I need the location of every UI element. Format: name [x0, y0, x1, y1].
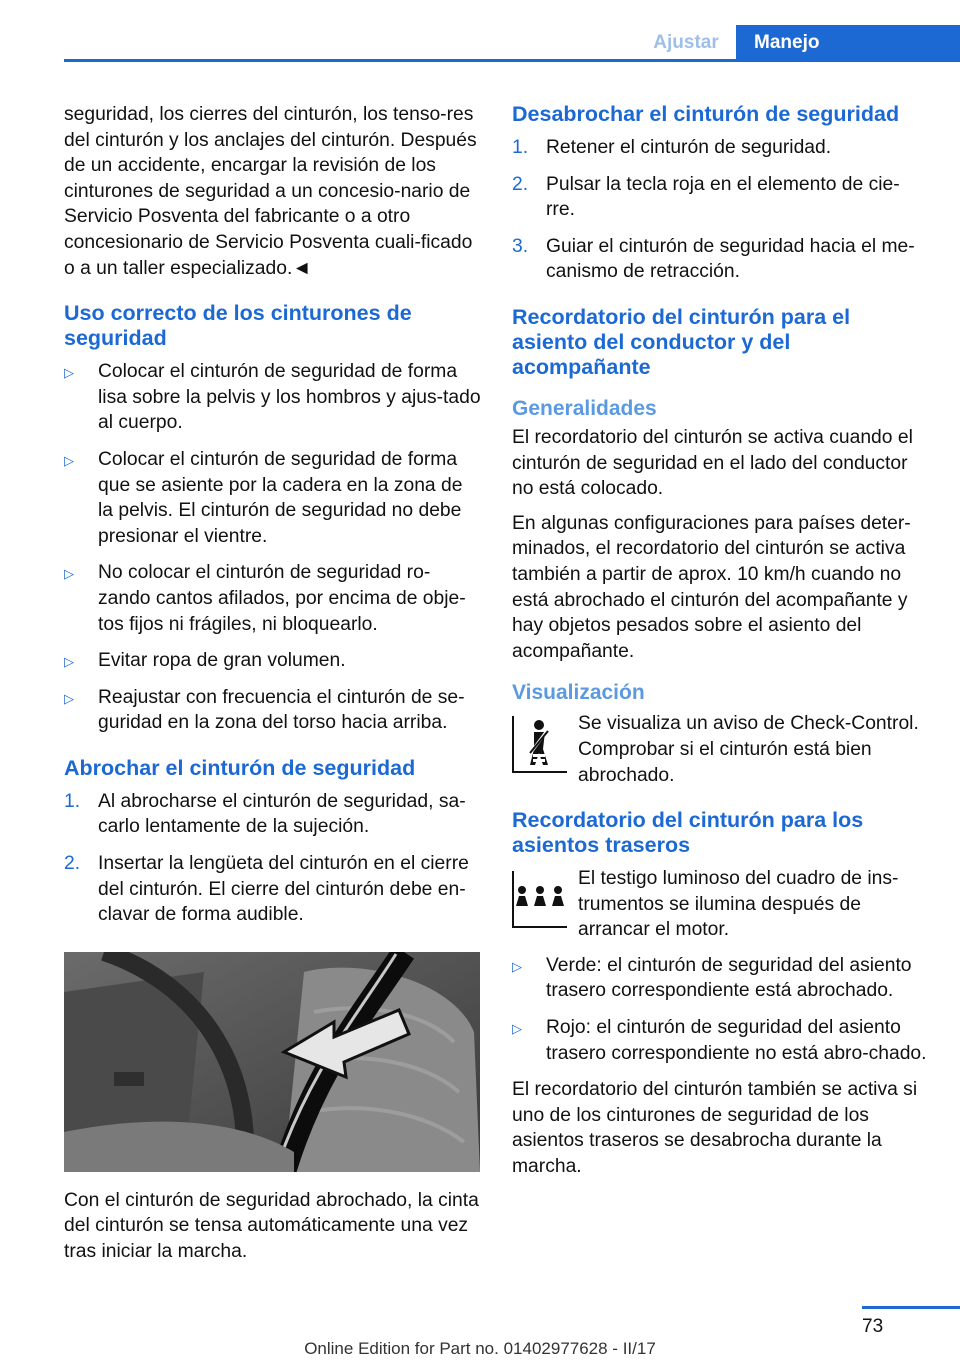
seatbelt-photo [64, 952, 480, 1172]
step-item [64, 789, 482, 840]
step-text: Retener el cinturón de seguridad. [546, 137, 832, 158]
unfasten-steps [512, 135, 928, 285]
list-item-text: Rojo: el cinturón de seguridad del asiento trasero correspondiente no está abro-chado. [546, 1017, 927, 1064]
step-text: Pulsar la tecla roja en el elemento de cie-rre. [546, 173, 900, 221]
heading-general: Generalidades [512, 396, 657, 420]
step-text: Guiar el cinturón de seguridad hacia el me-canismo de retracción. [546, 235, 915, 283]
heading-correct-use: Uso correcto de los cinturones de seguridad [64, 301, 412, 351]
left-column [64, 102, 482, 1274]
page-number: 73 [862, 1316, 884, 1337]
rear-seatbelt-indicator-icon [512, 870, 568, 928]
intro-paragraph: seguridad, los cierres del cinturón, los tenso-res del cinturón y los anclajes del cinturón. Después de un accidente, encargar la revisión de los cinturones de seguridad a un concesio-nario de Servicio Posventa del fabricante o a otro concesionario de Servicio Posventa cuali-ficado o a un taller especializado.◄ [64, 104, 477, 279]
footer-rule [862, 1306, 960, 1309]
triangle-bullet-icon: ▷ [64, 690, 74, 706]
edition-footer: Online Edition for Part no. 01402977628 - II/17 [304, 1339, 656, 1358]
step-item [512, 135, 928, 161]
list-item-text: Colocar el cinturón de seguridad de forma lisa sobre la pelvis y los hombros y ajus-tado al cuerpo. [98, 361, 481, 434]
list-item [512, 953, 928, 1004]
heading-fasten: Abrochar el cinturón de seguridad [64, 755, 416, 780]
fasten-steps [64, 789, 482, 928]
triangle-bullet-icon: ▷ [512, 958, 522, 974]
triangle-bullet-icon: ▷ [64, 452, 74, 468]
list-item [512, 1015, 928, 1066]
tab-manejo-label: Manejo [754, 32, 820, 53]
heading-unfasten: Desabrochar el cinturón de seguridad [512, 102, 900, 126]
step-number: 1. [64, 790, 81, 812]
step-number: 3. [512, 235, 529, 257]
list-item-text: No colocar el cinturón de seguridad ro-zando cantos afilados, por encima de obje-tos fijos ni frágiles, ni bloquearlo. [98, 562, 466, 635]
list-item [64, 560, 482, 637]
step-number: 1. [512, 137, 529, 158]
list-item-text: Evitar ropa de gran volumen. [98, 650, 346, 672]
list-item-text: Verde: el cinturón de seguridad del asiento trasero correspondiente está abrochado. [546, 954, 912, 1002]
rear-status-list [512, 953, 928, 1066]
heading-reminder-front: Recordatorio del cinturón para el asiento del conductor y del acompañante [512, 304, 851, 379]
step-item [512, 172, 928, 223]
rear-final-paragraph: El recordatorio del cinturón también se activa si uno de los cinturones de seguridad de los asientos traseros se desabrocha durante la marcha. [512, 1079, 918, 1178]
seatbelt-warning-icon [512, 715, 568, 773]
correct-use-list [64, 359, 482, 736]
page-header [0, 0, 960, 60]
seat-belt-illustration [64, 952, 480, 1172]
heading-display: Visualización [512, 681, 645, 705]
heading-reminder-rear: Recordatorio del cinturón para los asientos traseros [512, 808, 864, 858]
list-item [64, 648, 482, 674]
general-paragraph-1: El recordatorio del cinturón se activa cuando el cinturón de seguridad en el lado del conductor no está colocado. [512, 426, 913, 500]
triangle-bullet-icon: ▷ [512, 1021, 522, 1037]
step-text: Insertar la lengüeta del cinturón en el cierre del cinturón. El cierre del cinturón debe en-clavar de forma audible. [98, 853, 469, 926]
list-item [64, 359, 482, 436]
step-number: 2. [512, 173, 529, 195]
header-rule [64, 59, 960, 62]
tab-ajustar[interactable]: Ajustar [653, 32, 719, 53]
triangle-bullet-icon: ▷ [64, 365, 74, 381]
after-figure-paragraph: Con el cinturón de seguridad abrochado, la cinta del cinturón se tensa automáticamente una vez tras iniciar la marcha. [64, 1189, 479, 1263]
display-block [512, 711, 928, 788]
rear-indicator-block [512, 866, 928, 943]
step-item [64, 851, 482, 928]
right-column [512, 102, 928, 1189]
list-item [64, 447, 482, 549]
triangle-bullet-icon: ▷ [64, 566, 74, 582]
display-text: Se visualiza un aviso de Check-Control. Comprobar si el cinturón está bien abrochado. [578, 713, 919, 786]
triangle-bullet-icon: ▷ [64, 654, 74, 670]
step-item [512, 234, 928, 285]
tab-manejo[interactable] [736, 25, 960, 60]
step-number: 2. [64, 853, 81, 875]
rear-indicator-text: El testigo luminoso del cuadro de ins-trumentos se ilumina después de arrancar el motor. [578, 868, 899, 941]
general-paragraph-2: En algunas configuraciones para países deter-minados, el recordatorio del cinturón se activa también a partir de aprox. 10 km/h cuando no está abrochado el cinturón del acompañante y hay objetos pesados sobre el asiento del acompañante. [512, 512, 911, 662]
list-item-text: Reajustar con frecuencia el cinturón de se-guridad en la zona del torso hacia arriba. [98, 686, 465, 734]
step-text: Al abrocharse el cinturón de seguridad, sa-carlo lentamente de la sujeción. [98, 790, 466, 838]
list-item [64, 685, 482, 736]
list-item-text: Colocar el cinturón de seguridad de forma que se asiente por la cadera en la zona de la pelvis. El cinturón de seguridad no debe presionar el vientre. [98, 448, 463, 547]
